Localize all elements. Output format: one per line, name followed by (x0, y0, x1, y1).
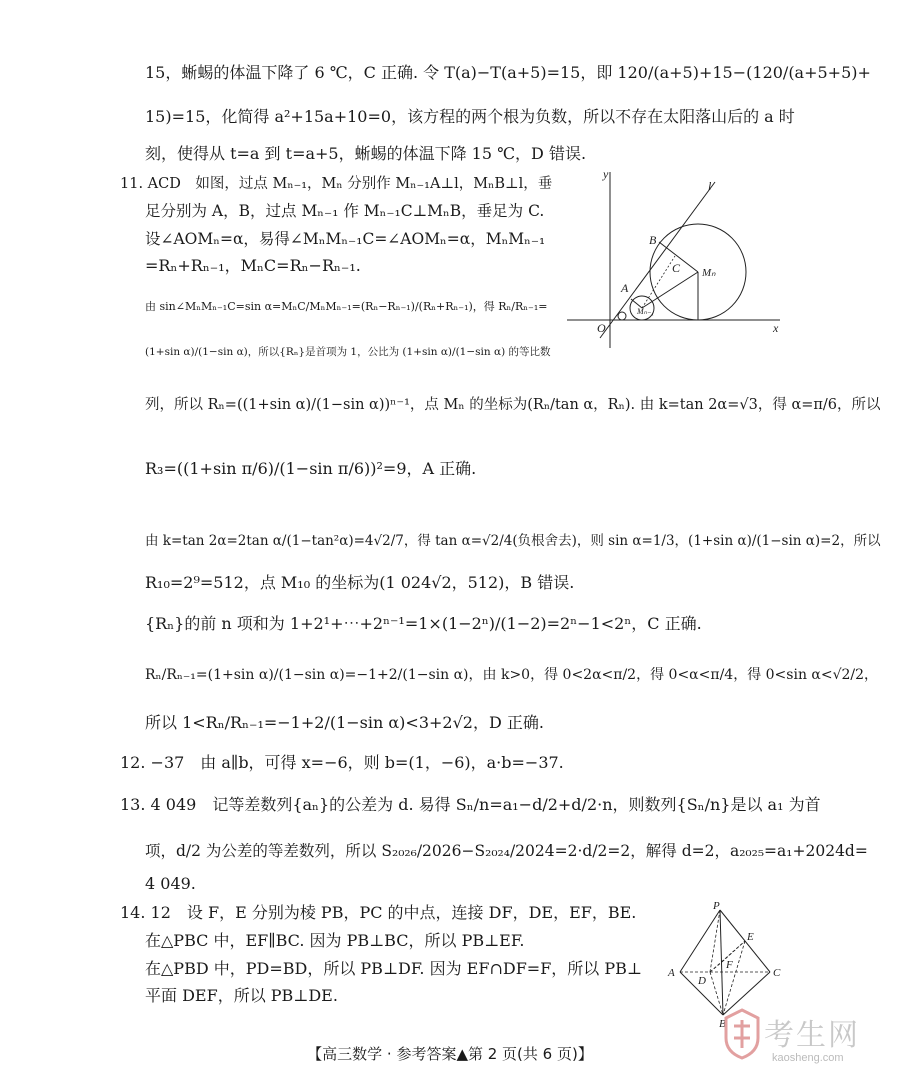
fig1-B: B (649, 233, 657, 247)
fig1-C: C (672, 261, 681, 275)
text-line-4: 11. ACD 如图，过点 Mₙ₋₁，Mₙ 分别作 Mₙ₋₁A⊥l，MₙB⊥l，垂 (120, 176, 553, 192)
text-line-2: 15)=15，化简得 a²+15a+10=0，该方程的两个根为负数，所以不存在太阳落山后的 a 时 (145, 107, 795, 126)
fig1-l: l (708, 179, 712, 193)
circles-diagram (565, 168, 785, 350)
text-line-12: 由 k=tan 2α=2tan α/(1−tan²α)=4√2/7，得 tan α=√2/4(负根舍去)，则 sin α=1/3，(1+sin α)/(1−sin α)=2，所以 (145, 533, 881, 549)
fig2-A: A (668, 967, 675, 979)
text-line-20: 4 049. (145, 874, 196, 893)
fig1-Mn: Mₙ (702, 267, 716, 279)
watermark-site: kaosheng.com (772, 1052, 844, 1064)
text-line-21: 14. 12 设 F，E 分别为棱 PB，PC 的中点，连接 DF，DE，EF，BE. (120, 903, 637, 922)
text-line-22: 在△PBC 中，EF∥BC. 因为 PB⊥BC，所以 PB⊥EF. (145, 931, 525, 950)
text-line-7: =Rₙ+Rₙ₋₁，MₙC=Rₙ−Rₙ₋₁. (145, 256, 361, 275)
fig2-B: B (719, 1018, 726, 1030)
text-line-10: 列，所以 Rₙ=((1+sin α)/(1−sin α))ⁿ⁻¹，点 Mₙ 的坐标为(Rₙ/tan α，Rₙ). 由 k=tan 2α=√3，得 α=π/6，所以 (145, 397, 881, 413)
fig2-P: P (713, 900, 720, 912)
text-line-15: Rₙ/Rₙ₋₁=(1+sin α)/(1−sin α)=−1+2/(1−sin α)，由 k>0，得 0<2α<π/2，得 0<α<π/4，得 0<sin α<√2/2， (145, 667, 879, 683)
text-line-19: 项，d/2 为公差的等差数列，所以 S₂₀₂₆/2026−S₂₀₂₄/2024=2·d/2=2，解得 d=2，a₂₀₂₅=a₁+2024d= (145, 842, 868, 860)
fig1-A: A (621, 281, 629, 295)
fig2-D: D (698, 975, 706, 987)
text-line-8: 由 sin∠MₙMₙ₋₁C=sin α=MₙC/MₙMₙ₋₁=(Rₙ−Rₙ₋₁)/(Rₙ+Rₙ₋₁)，得 Rₙ/Rₙ₋₁= (145, 300, 548, 313)
text-line-5: 足分别为 A，B，过点 Mₙ₋₁ 作 Mₙ₋₁C⊥MₙB，垂足为 C. (145, 202, 545, 220)
text-line-9: (1+sin α)/(1−sin α)，所以{Rₙ}是首项为 1，公比为 (1+sin α)/(1−sin α) 的等比数 (145, 346, 551, 358)
text-line-16: 所以 1<Rₙ/Rₙ₋₁=−1+2/(1−sin α)<3+2√2，D 正确. (145, 713, 544, 732)
text-line-1: 15，蜥蜴的体温下降了 6 ℃，C 正确. 令 T(a)−T(a+5)=15，即 120/(a+5)+15−(120/(a+5+5)+ (145, 63, 871, 82)
text-line-13: R₁₀=2⁹=512，点 M₁₀ 的坐标为(1 024√2，512)，B 错误. (145, 573, 575, 592)
fig1-y: y (603, 168, 609, 181)
page-footer: 【高三数学 · 参考答案▲第 2 页(共 6 页)】 (307, 1045, 593, 1063)
text-line-11: R₃=((1+sin π/6)/(1−sin π/6))²=9，A 正确. (145, 459, 477, 478)
text-line-24: 平面 DEF，所以 PB⊥DE. (145, 986, 338, 1005)
text-line-3: 刻，使得从 t=a 到 t=a+5，蜥蜴的体温下降 15 ℃，D 错误. (145, 144, 587, 163)
text-line-18: 13. 4 049 记等差数列{aₙ}的公差为 d. 易得 Sₙ/n=a₁−d/2+d/2·n，则数列{Sₙ/n}是以 a₁ 为首 (120, 795, 821, 814)
text-line-23: 在△PBD 中，PD=BD，所以 PB⊥DF. 因为 EF∩DF=F，所以 PB⊥ (145, 959, 642, 978)
text-line-6: 设∠AOMₙ=α，易得∠MₙMₙ₋₁C=∠AOMₙ=α，MₙMₙ₋₁ (145, 230, 546, 248)
fig1-O: O (597, 321, 606, 335)
text-line-17: 12. −37 由 a∥b，可得 x=−6，则 b=(1，−6)，a·b=−37. (120, 753, 564, 772)
watermark-name: 考生网 (764, 1018, 860, 1053)
text-line-14: {Rₙ}的前 n 项和为 1+2¹+⋯+2ⁿ⁻¹=1×(1−2ⁿ)/(1−2)=2ⁿ−1<2ⁿ，C 正确. (145, 614, 702, 633)
fig2-C: C (773, 967, 781, 979)
watermark-logo-icon (722, 1008, 762, 1060)
fig1-Mn1: Mₙ₋₁ (637, 307, 654, 316)
fig2-E: E (747, 931, 754, 943)
fig2-F: F (726, 959, 733, 971)
fig1-x: x (773, 321, 779, 335)
